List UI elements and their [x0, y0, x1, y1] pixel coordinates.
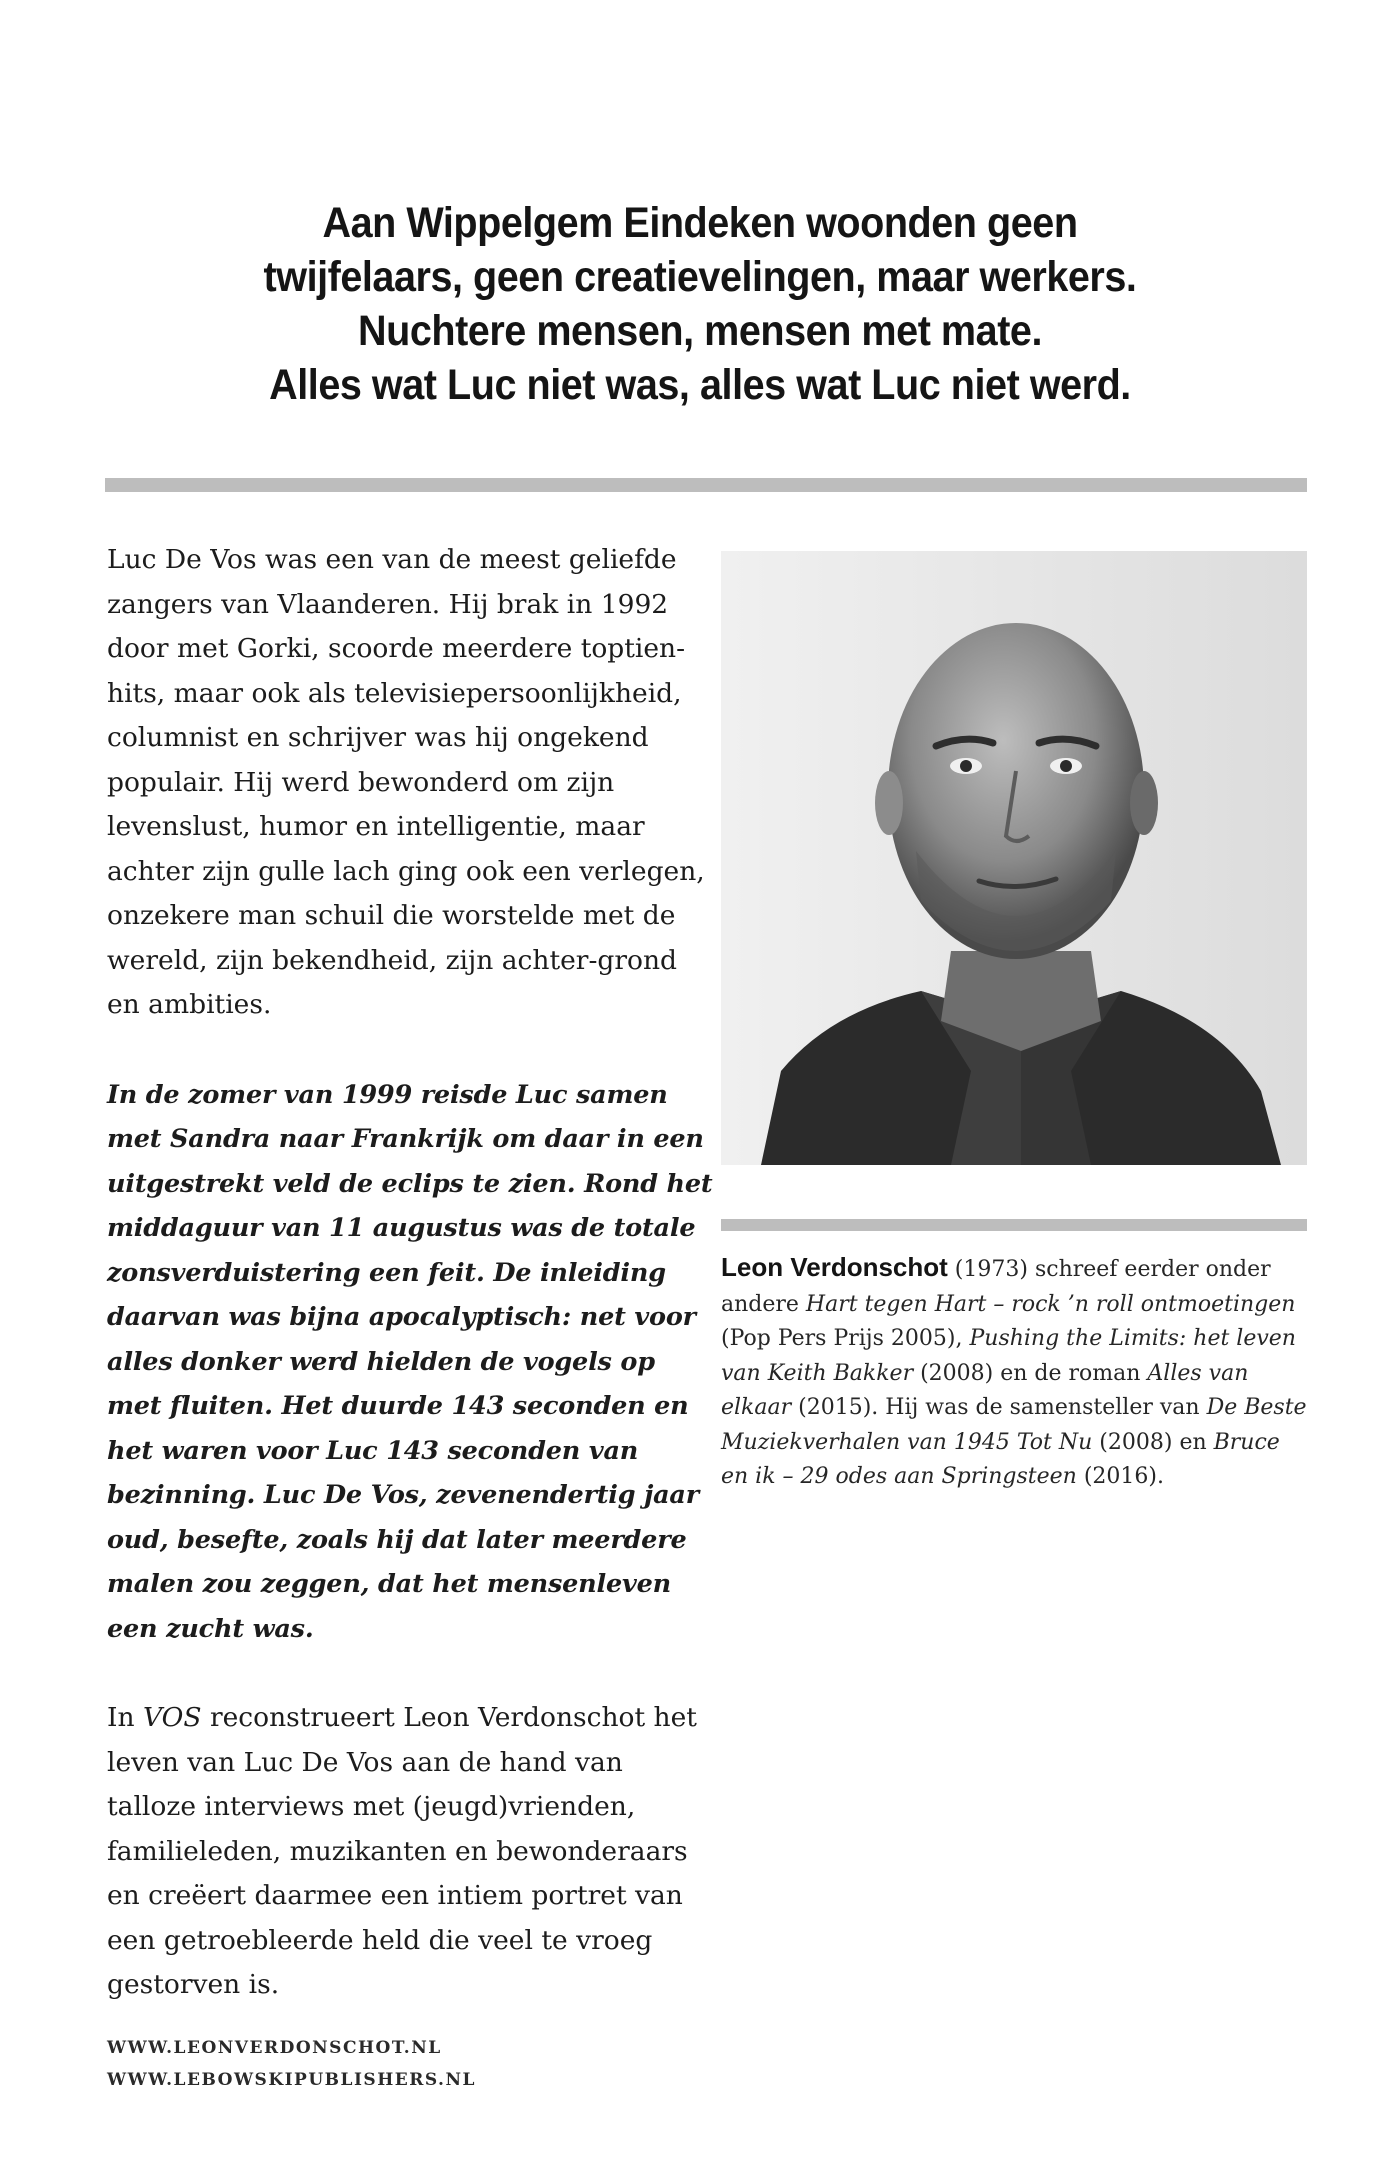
headline-line-1: Aan Wippelgem Eindeken woonden geen — [322, 199, 1078, 247]
headline-line-3: Nuchtere mensen, mensen met mate. — [358, 307, 1042, 355]
headline-line-2: twijfelaars, geen creatievelingen, maar werkers. — [263, 253, 1137, 301]
publisher-website-link[interactable]: WWW.LEBOWSKIPUBLISHERS.NL — [107, 2070, 476, 2090]
bio-divider — [721, 1219, 1307, 1231]
author-bio: Leon Verdonschot (1973) schreef eerder onder andere Hart tegen Hart – rock ’n roll ontmoetingen (Pop Pers Prijs 2005), Pushing the Limits: het leven van Keith Bakker (2008) en de roman Alles van elkaar (2015). Hij was de samensteller van De Beste Muziekverhalen van 1945 Tot Nu (2008) en Bruce en ik – 29 odes aan Springsteen (2016). — [721, 1252, 1307, 1489]
book-title: VOS — [142, 1702, 202, 1733]
blurb-paragraph-3: In VOS reconstrueert Leon Verdonschot het leven van Luc De Vos aan de hand van talloze interviews met (jeugd)vrienden, familieleden, muzikanten en bewonderaars en creëert daarmee een intiem portret van een getroebleerde held die veel te vroeg gestorven is. — [107, 1702, 697, 2000]
headline-quote — [148, 196, 1252, 412]
book-blurb — [107, 538, 717, 2008]
blurb-paragraph-1: Luc De Vos was een van de meest geliefde zangers van Vlaanderen. Hij brak in 1992 door met Gorki, scoorde meerdere toptien-hits, maar ook als televisiepersoonlijkheid, columnist en schrijver was hij ongekend populair. Hij werd bewonderd om zijn levenslust, humor en intelligentie, maar achter zijn gulle lach ging ook een verlegen, onzekere man schuil die worstelde met de wereld, zijn bekendheid, zijn achter-grond en ambities. — [107, 544, 705, 1020]
author-photo — [721, 551, 1307, 1165]
work-title-5: Bruce en ik – 29 odes aan Springsteen — [721, 1429, 1280, 1489]
author-name: Leon Verdonschot — [721, 1252, 948, 1282]
top-divider — [105, 478, 1307, 492]
work-title-3: Alles van elkaar — [721, 1360, 1249, 1420]
work-title-1: Hart tegen Hart – rock ’n roll ontmoetingen — [805, 1291, 1296, 1317]
author-website-link[interactable]: WWW.LEONVERDONSCHOT.NL — [107, 2038, 442, 2058]
website-links — [107, 2032, 476, 2096]
work-title-2: Pushing the Limits: het leven van Keith Bakker — [721, 1326, 1296, 1386]
blurb-paragraph-2: In de zomer van 1999 reisde Luc samen met Sandra naar Frankrijk om daar in een uitgestrekt veld de eclips te zien. Rond het middaguur van 11 augustus was de totale zonsverduistering een feit. De inleiding daarvan was bijna apocalyptisch: net voor alles donker werd hielden de vogels op met fluiten. Het duurde 143 seconden en het waren voor Luc 143 seconden van bezinning. Luc De Vos, zevenendertig jaar oud, besefte, zoals hij dat later meerdere malen zou zeggen, dat het mensenleven een zucht was. — [107, 1079, 713, 1644]
headline-line-4: Alles wat Luc niet was, alles wat Luc niet werd. — [269, 361, 1131, 409]
work-title-4: De Beste Muziekverhalen van 1945 Tot Nu — [721, 1395, 1307, 1455]
